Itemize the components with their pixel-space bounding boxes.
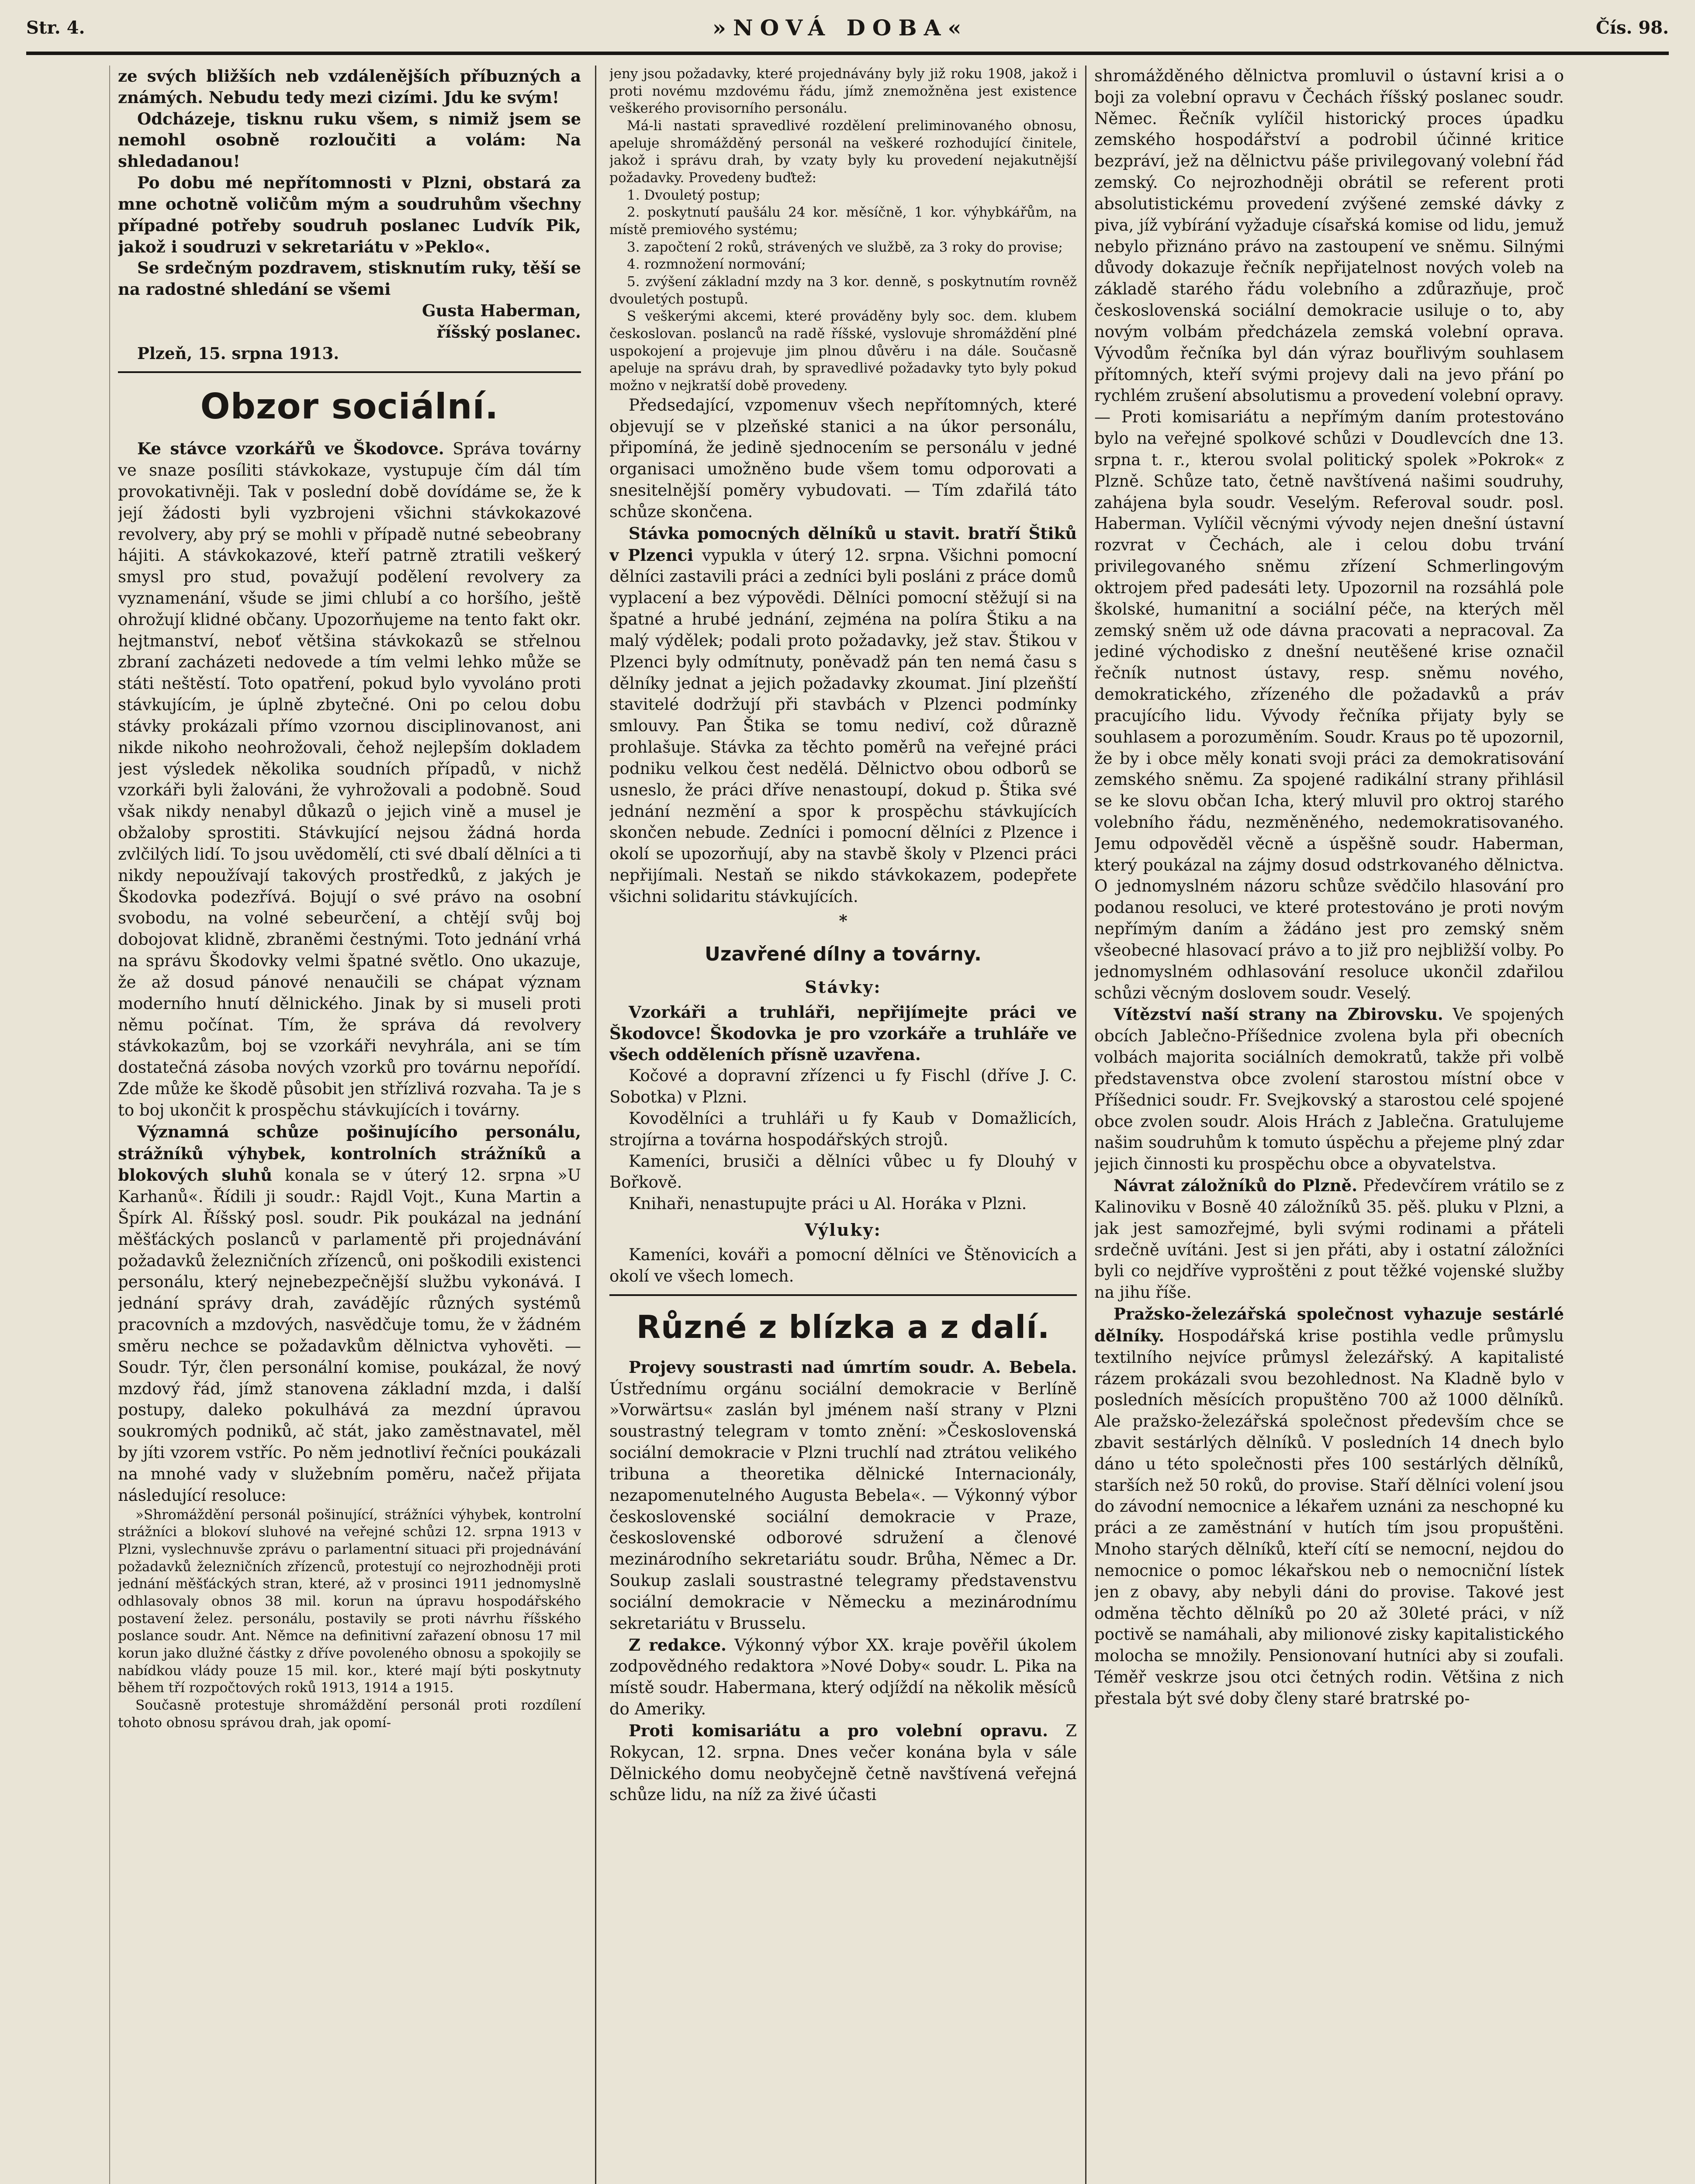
demand-item: 4. rozmnožení normování; <box>627 256 806 273</box>
article-head: Pražsko-železářská společnost vyhazuje sestárlé dělníky. <box>1094 1304 1564 1345</box>
letter-paragraph: Po dobu mé nepřítomnosti v Plzni, obstará za mne ochotně voličům mým a soudruhům všechny případné potřeby soudruh poslanec Ludvík Pik, jakož i soudruzi v sekretariátu v »Peklo«. <box>118 173 581 256</box>
section-divider <box>609 1294 1077 1296</box>
page-number: Str. 4. <box>26 17 85 38</box>
article-body: Předevčírem vrátilo se z Kalinoviku v Bosně 40 záložníků 35. pěš. pluku v Plzni, a jak jest samozřejmé, byli svými rodinami a přáteli srdečně uvítáni. Jest si jen přáti, aby i ostatní záložníci byli co nejdříve vyproštěni z pout těžké vojenské služby na jihu říše. <box>1094 1176 1564 1302</box>
dateline: Plzeň, 15. srpna 1913. <box>137 343 339 363</box>
column-3 <box>1094 66 1564 2184</box>
article-head: Proti komisariátu a pro volební opravu. <box>629 1721 1048 1740</box>
resolution-text: »Shromáždění personál pošinující, strážníci výhybek, kontrolní strážníci a blokoví sluhové na veřejné schůzi 12. srpna 1913 v Plzni, vyslechnuvše zprávu o parlamentní situaci při projednávání požadavků železničních zřízenců, protestují co nejrozhodněji proti jednání měšťáckých stran, které, až v prosinci 1911 jednomyslně odhlasovaly obnos 38 mil. korun na úpravu hospodářského postavení želez. personálu, postavily se proti návrhu říšského poslance soudr. Ant. Němce na definitivní zařazení obnosu 17 mil korun jako dlužné částky z dříve povoleného obnosu a spokojily se nabídkou vlády pouze 15 mil. kor., které mají býti poskytnuty během tří rozpočtových roků 1913, 1914 a 1915. <box>118 1507 581 1696</box>
article-editorial <box>609 1635 1077 1720</box>
article-ironworks <box>1094 1303 1564 1710</box>
article-return <box>1094 1175 1564 1303</box>
article-head: Z redakce. <box>629 1635 726 1655</box>
chair-paragraph: Předsedající, vzpomenuv všech nepřítomných, které objevují se v plzeňské stanici a na úkor personálu, připomíná, že jedině sjednocením se personálu v jedné organisaci umožněno bude všem tomu odporovati a snesitelnější poměry vybudovati. — Tím zdařilá táto schůze skončena. <box>609 395 1077 521</box>
demand-item: 2. poskytnutí paušálu 24 kor. měsíčně, 1 kor. výhybkářům, na místě premiového systému; <box>609 204 1077 238</box>
article-meeting <box>118 1121 581 1507</box>
article-body: Ve spojených obcích Jablečno-Příšednice zvolena byla při obecních volbách majorita sociálních demokratů, takže při volbě představenstva obce zvolení starostou místní obce v Příšednici soudr. Fr. Svejkovský a starostou celé spojené obce zvolen soudr. Alois Hrách z Jablečna. Gratulujeme našim soudruhům k tomuto úspěchu a přejeme plný zdar jejich činnosti ku prospěchu obce a obyvatelstva. <box>1094 1005 1564 1174</box>
article-body: Hospodářská krise postihla vedle průmyslu textilního nejvíce průmysl železářský. A kapitalisté rázem prokázali svou bezohlednost. Na Kladně bylo v posledních měsících propuštěno 700 až 1000 dělníků. Ale pražsko-železářská společnost především chce se zbavit sestárlých dělníků. V posledních 14 dnech bylo dáno u této společnosti přes 100 sestárlých dělníků, starších než 50 roků, do provise. Staří dělníci volení jsou do závodní nemocnice a lékařem uznáni za neschopné ku práci a ze zaměstnání v hutích tím jsou propuštěni. Mnoho starých dělníků, kteří cítí se nemocní, nejdou do nemocnice o pomoc lékařskou neb o nemocniční lístek jen z obavy, aby nebyli dáni do provise. Takové jest odměna těchto dělníků po 20 až 30leté práci, v níž poctivě se namáhali, aby milionové zisky kapitalistického molocha se množily. Pensionovaní hutníci aby si zoufali. Téměř veskrze jsou otci četných rodin. Většina z nich přestala být své doby členy staré bratrské po- <box>1094 1326 1564 1708</box>
article-body: Výkonný výbor XX. kraje pověřil úkolem zodpovědného redaktora »Nové Doby« soudr. L. Pika na místě soudr. Habermana, který odjíždí na několik měsíců do Ameriky. <box>609 1635 1077 1719</box>
article-protest <box>609 1720 1077 1806</box>
masthead-title: »NOVÁ DOBA« <box>712 14 969 41</box>
article-head: Vítězství naší strany na Zbirovsku. <box>1114 1005 1443 1024</box>
strike-item: Knihaři, nenastupujte práci u Al. Horáka v Plzni. <box>629 1194 1027 1213</box>
column-1 <box>118 66 581 2184</box>
issue-number: Čís. 98. <box>1596 17 1669 38</box>
page-header <box>26 3 1669 55</box>
strikes-warning: Vzorkáři a truhláři, nepřijímejte práci ve Škodovce! Škodovka je pro vzorkáře a truhláře ve všech odděleních přísně uzavřena. <box>609 1002 1077 1064</box>
article-protest-continued: shromážděného dělnictva promluvil o ústavní krisi a o boji za volební opravu v Čechách říšský poslanec soudr. Němec. Řečník vylíčil historický proces úpadku zemského hospodářství a podrobil účinné kritice bezpráví, jež na dělnictvu páše privilegovaný volební řád zemský. Co nejrozhodněji obrátil se referent proti absolutistickému provedení zvýšené zemské dávky z piva, jíž vybírání vyžaduje císařská komise od lidu, jemuž nebylo přiznáno právo na zastoupení ve sněmu. Silnými důvody dokazuje řečník nepřijatelnost nových voleb na základě starého řádu volebního a zdůrazňuje, proč československá sociální demokracie usiluje o to, aby novým volbám předcházela zemská volební oprava. Vývodům řečníka byl dán výraz bouřlivým souhlasem přítomných, kteří svými projevy dali na jevo přání po rychlém zrušení absolutismu a provedení volební opravy. — Proti komisariátu a nepřímým daním protestováno bylo na veřejné spolkové schůzi v Doudlevcích dne 13. srpna t. r., kterou svolal politický spolek »Pokrok« z Plzně. Schůze tato, četně navštívená našimi soudruhy, zahájena byla soudr. Veselým. Referoval soudr. posl. Haberman. Vylíčil věcnými vývody nejen dnešní ústavní rozvrat v Čechách, ale i celou dobu trvání privilegovaného sněmu zřízení Schmerlingovým oktrojem před padesáti lety. Upozornil na rozsáhlá pole školské, humanitní a sociální péče, na kterých měl zemský sněm už ode dávna pracovati a nepracoval. Za jediné východisko z dnešní neutěšené krise označil řečník nutnost ústavy, resp. sněmu nového, demokratického, zřízeného dle požadavků a práv pracujícího lidu. Vývody řečníka přijaty byly se souhlasem a porozuměním. Soudr. Kraus po tě upozornil, že by i obce měly konati svoji práci za demokratisování zemského sněmu. Za spojené radikální strany přihlásil se ke slovu občan Icha, který mluvil pro oktroj starého volebního řádu, nezměněného, nedemokratisovaného. Jemu odpověděl věcně a úspěšně soudr. Haberman, který poukázal na zájmy dosud odstrkovaného dělnictva. O jednomyslném názoru schůze svědčilo hlasování pro podanou resoluci, ve které protestováno je proti novým nepřímým daním a žádáno jest pro zemský sněm všeobecné hlasovací právo a to již pro nejbližší volby. Po jednomyslném odhlasování resoluce ukončil zdařilou schůzi věcným doslovem soudr. Veselý. <box>1094 66 1564 1002</box>
column-divider-1 <box>595 66 596 2184</box>
lockouts-label: Výluky: <box>805 1220 882 1240</box>
article-body: vypukla v úterý 12. srpna. Všichni pomocní dělníci zastavili práci a zedníci byli posláni z práce domů vyplacení a bez výpovědi. Dělníci pomocní stěžují si na špatné a hrubé jednání, zejména na políra Štiku a na malý výdělek; podali proto požadavky, jež stav. Štikou v Plzenci byly odmítnuty, poněvadž pán ten nemá času s dělníky jednat a jejich požadavky zkoumat. Jiní plzeňští stavitelé dodržují při stavbách v Plzenci podmínky smlouvy. Pan Štika se tomu nediví, což důrazně prohlašuje. Stávka za těchto poměrů na veřejné práci podniku velkou čest nedělá. Dělnictvo obou odborů se usneslo, že práci dříve nenastoupí, dokud p. Štika své jednání nezmění a spor k prospěchu stávkujících skončen nebude. Zedníci i pomocní dělníci z Plzence i okolí se upozorňují, aby na stavbě školy v Plzenci práci nepřijímali. Nestaň se nikdo stávkokazem, podepřete všichni solidaritu stávkujících. <box>609 546 1077 906</box>
article-body: Ústřednímu orgánu sociální demokracie v Berlíně »Vorwärtsu« zaslán byl jménem naší strany v Plzni soustrastný telegram v tomto znění: »Československá sociální demokracie v Plzni truchlí nad ztrátou velikého tribuna a theoretika dělnické Internacionály, nezapomenutelného Augusta Bebela«. — Výkonný výbor československé sociální demokracie v Praze, československé odborové sdružení a členové mezinárodního sekretariátu soudr. Brůha, Němec a Dr. Soukup zaslali soustrastné telegramy představenstvu sociální demokracie v Německu a mezinárodnímu sekretariátu v Brusselu. <box>609 1379 1077 1633</box>
left-margin-line <box>109 66 110 2184</box>
column-2 <box>609 66 1077 2184</box>
letter-paragraph: Se srdečným pozdravem, stisknutím ruky, těší se na radostné shledání se všemi <box>118 258 581 299</box>
resolution-text: S veškerými akcemi, které prováděny byly soc. dem. klubem českoslovan. poslanců na radě říšské, vyslovuje shromáždění plné uspokojení a projevuje jim plnou důvěru i na dále. Současně apeluje na správu drah, by spravedlivé požadavky tyto byly pokud možno v nejkratší době provedeny. <box>609 308 1077 394</box>
signature-title: říšský poslanec. <box>436 322 581 342</box>
article-strike <box>118 438 581 1121</box>
letter-paragraph: Odcházeje, tisknu ruku všem, s nimiž jsem se nemohl osobně rozloučiti a volám: Na shledadanou! <box>118 109 581 171</box>
article-head: Projevy soustrasti nad úmrtím soudr. A. Bebela. <box>629 1357 1077 1377</box>
resolution-text: Současně protestuje shromáždění personál proti rozdílení tohoto obnosu správou drah, jak opomí- <box>118 1697 581 1731</box>
article-head: Významná schůze pošinujícího personálu, strážníků výhybek, kontrolních strážníků a blokových sluhů <box>118 1122 581 1185</box>
article-body: Z Rokycan, 12. srpna. Dnes večer konána byla v sále Dělnického domu neobyčejně četně navštívená veřejná schůze lidu, na níž za živé účasti <box>609 1721 1077 1804</box>
letter-paragraph: ze svých bližších neb vzdálenějších příbuzných a známých. Nebudu tedy mezi cizími. Jdu ke svým! <box>118 66 581 107</box>
article-head: Stávka pomocných dělníků u stavit. bratří Štiků v Plzenci <box>609 523 1077 565</box>
section-title: Obzor sociální. <box>200 386 499 427</box>
section-divider <box>118 371 581 373</box>
resolution-text: jeny jsou požadavky, které projednávány byly již roku 1908, jakož i proti novému mzdovému řádu, jímž znemožněna jest existence veškerého provisorního personálu. <box>609 66 1077 117</box>
article-head: Ke stávce vzorkářů ve Škodovce. <box>137 439 444 459</box>
resolution-block <box>118 1507 581 1732</box>
demand-item: 5. zvýšení základní mzdy na 3 kor. denně, s poskytnutím rovněž dvouletých postupů. <box>609 274 1077 307</box>
resolution-continued <box>609 66 1077 395</box>
article-condolence <box>609 1357 1077 1635</box>
misc-section-title: Různé z blízka a z dalí. <box>636 1308 1050 1345</box>
column-divider-2 <box>1085 66 1086 2184</box>
separator-asterisk: * <box>839 911 848 930</box>
article-victory <box>1094 1004 1564 1175</box>
article-strike-2 <box>609 523 1077 908</box>
strike-item: Kameníci, brusiči a dělníci vůbec u fy Dlouhý v Bořkově. <box>609 1151 1077 1192</box>
strike-item: Kovodělníci a truhláři u fy Kaub v Domažlicích, strojírna a továrna hospodářských strojů. <box>609 1109 1077 1149</box>
article-body: konala se v úterý 12. srpna »U Karhanů«. Řídili ji soudr.: Rajdl Vojt., Kuna Martin a Špírk Al. Říšský posl. soudr. Pik poukázal na jednání měšťáckých poslanců v parlamentě při projednávání požadavků železničních zřízenců, oni poškodili existenci personálu, který nejnebezpečnější službu vykonává. I jednání správy drah, zavádějíc různých systémů pracovních a mzdových, nasvědčuje tomu, že v žádném směru nechce se požadavkům dělnictva vyhověti. — Soudr. Týr, člen personální komise, poukázal, že nový mzdový řád, jímž stanovena základní mzda, i další postupy, daleko pokulhává za mezdní úpravou soukromých podniků, ač stát, jako zaměstnavatel, měl by jíti vzorem vstříc. Po něm jednotliví řečníci poukázali na mnohé vady v služebním poměru, načež přijata následující resoluce: <box>118 1166 581 1505</box>
demand-item: 3. započtení 2 roků, strávených ve službě, za 3 roky do provise; <box>627 239 1063 255</box>
article-head: Návrat záložníků do Plzně. <box>1114 1176 1357 1196</box>
lockout-item: Kameníci, kováři a pomocní dělníci ve Štěnovicích a okolí ve všech lomech. <box>609 1245 1077 1286</box>
signature-name: Gusta Haberman, <box>422 301 581 321</box>
strikes-label: Stávky: <box>805 977 882 997</box>
article-body: Správa továrny ve snaze posíliti stávkokaze, vystupuje čím dál tím provokativněji. Tak v poslední době dovídáme se, že k její žádosti byli vyzbrojeni všichni stávkokazové revolvery, aby prý se mohli v případě nutné sebeobrany hájiti. A stávkokazové, kteří patrně ztratili veškerý smysl pro stud, považují podělení revolvery za vyznamenání, všude se jimi chlubí a co horšího, ještě ohrožují klidné občany. Upozorňujeme na tento fakt okr. hejtmanství, neboť většina stávkokazů se střelnou zbraní zacházeti nedovede a tím velmi lehko může se státi neštěstí. Toto opatření, pokud bylo vyvoláno proti stávkujícím, je úplně zbytečné. Oni po celou dobu stávky prokázali přímo vzornou disciplinovanost, ani nikde nikoho neohrožovali, čehož nejlepším dokladem jest výsledek několika soudních případů, v nichž vzorkáři byli žalováni, že vyhrožovali a podobně. Soud však nikdy nenabyl důkazů o jejich vině a musel je obžaloby sprostiti. Stávkující nejsou žádná horda zvlčilých lidí. To jsou uvědomělí, cti své dbalí dělníci a ti nikdy nepoužívají takových prostředků, z jakých je Škodovka podezřívá. Bojují o své právo na osobní svobodu, na volné sebeurčení, a chtějí svůj boj dobojovat klidně, zbraněmi čestnými. Toto jednání vrhá na správu Škodovky velmi špatné světlo. Ono ukazuje, že až dosud pánové nenaučili se chápat význam moderního hnutí dělnického. Jinak by si museli proti němu počínat. Tím, že správa dá revolvery stávkokazům, boj se vzorkáři nevyhrála, ani se tím dostatečná zásoba nových vzorků pro továrnu nepořídí. Zde může ke škodě působit jen střízlivá rozvaha. Ta je s to boj ukončit k prospěchu stávkujících i továrny. <box>118 439 581 1120</box>
resolution-text: Má-li nastati spravedlivé rozdělení preliminovaného obnosu, apeluje shromážděný personál na veškeré rozhodující činitele, jakož i správu drah, by vzaty byly ku provedení nejakutnější požadavky. Provedeny buďtež: <box>609 118 1077 186</box>
strike-item: Kočové a dopravní zřízenci u fy Fischl (dříve J. C. Sobotka) v Plzni. <box>609 1066 1077 1107</box>
demand-item: 1. Dvouletý postup; <box>627 187 761 203</box>
closed-shops-title: Uzavřené dílny a továrny. <box>705 943 982 966</box>
